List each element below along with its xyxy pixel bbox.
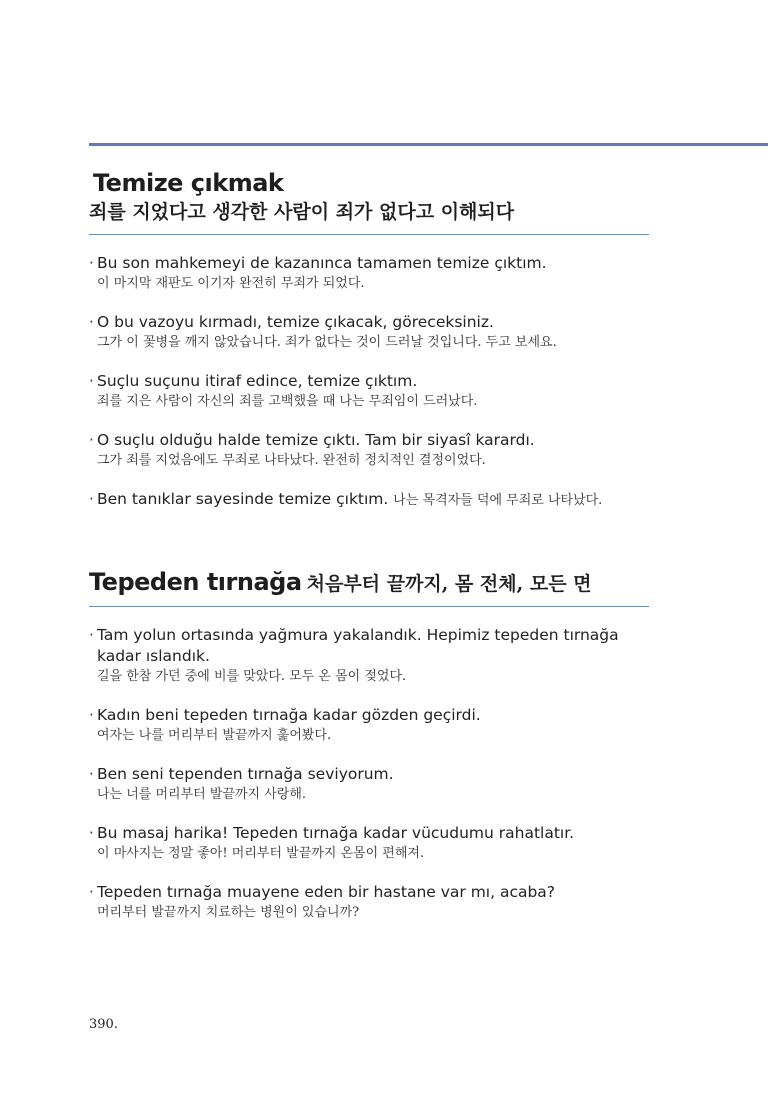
example-item xyxy=(89,882,649,922)
turkish-sentence: Bu masaj harika! Tepeden tırnağa kadar vücudumu rahatlatır. xyxy=(97,824,575,842)
page-number: 390. xyxy=(89,1017,118,1032)
example-item xyxy=(89,489,649,511)
example-item xyxy=(89,764,649,804)
turkish-sentence: Tepeden tırnağa muayene eden bir hastane var mı, acaba? xyxy=(97,883,556,901)
turkish-sentence: Kadın beni tepeden tırnağa kadar gözden geçirdi. xyxy=(97,706,481,724)
bullet: · xyxy=(89,490,94,508)
example-item xyxy=(89,312,649,352)
example-item xyxy=(89,625,649,686)
bullet: · xyxy=(89,706,94,724)
korean-translation: 여자는 나를 머리부터 발끝까지 훑어봤다. xyxy=(97,728,332,743)
turkish-sentence: Ben tanıklar sayesinde temize çıktım. xyxy=(97,490,389,508)
turkish-sentence: O bu vazoyu kırmadı, temize çıkacak, göreceksiniz. xyxy=(97,313,494,331)
bullet: · xyxy=(89,372,94,390)
korean-translation: 이 마사지는 정말 좋아! 머리부터 발끝까지 온몸이 편해져. xyxy=(97,846,425,861)
korean-translation: 그가 이 꽃병을 깨지 않았습니다. 죄가 없다는 것이 드러날 것입니다. 두고 보세요. xyxy=(97,335,557,350)
example-line-inline xyxy=(97,489,649,511)
section-temize-cikmak xyxy=(89,168,649,530)
section-title: Tepeden tırnağa xyxy=(89,568,302,596)
bullet: · xyxy=(89,765,94,783)
turkish-sentence: Tam yolun ortasında yağmura yakalandık. Hepimiz tepeden tırnağa kadar ıslandık. xyxy=(97,626,619,665)
korean-translation: 나는 목격자들 덕에 무죄로 나타났다. xyxy=(393,493,603,508)
turkish-sentence: O suçlu olduğu halde temize çıktı. Tam bir siyasî karardı. xyxy=(97,431,535,449)
section-divider xyxy=(89,606,649,607)
section-tepeden-tirnaga xyxy=(89,567,649,941)
example-item xyxy=(89,823,649,863)
example-item xyxy=(89,253,649,293)
section-divider xyxy=(89,234,649,235)
bullet: · xyxy=(89,883,94,901)
bullet: · xyxy=(89,626,94,644)
example-item xyxy=(89,371,649,411)
example-item xyxy=(89,430,649,470)
top-rule xyxy=(89,143,768,146)
korean-translation: 이 마지막 재판도 이기자 완전히 무죄가 되었다. xyxy=(97,276,365,291)
section-heading xyxy=(89,567,649,598)
korean-translation: 나는 너를 머리부터 발끝까지 사랑해. xyxy=(97,787,307,802)
korean-translation: 죄를 지은 사람이 자신의 죄를 고백했을 때 나는 무죄임이 드러났다. xyxy=(97,394,478,409)
bullet: · xyxy=(89,431,94,449)
korean-translation: 머리부터 발끝까지 치료하는 병원이 있습니까? xyxy=(97,905,360,920)
section-subtitle: 처음부터 끝까지, 몸 전체, 모든 면 xyxy=(306,573,592,595)
example-list xyxy=(89,625,649,922)
bullet: · xyxy=(89,824,94,842)
korean-translation: 길을 한참 가던 중에 비를 맞았다. 모두 온 몸이 젖었다. xyxy=(97,669,407,684)
turkish-sentence: Bu son mahkemeyi de kazanınca tamamen temize çıktım. xyxy=(97,254,547,272)
example-list xyxy=(89,253,649,511)
turkish-sentence: Suçlu suçunu itiraf edince, temize çıktım. xyxy=(97,372,418,390)
example-item xyxy=(89,705,649,745)
korean-translation: 그가 죄를 지었음에도 무죄로 나타났다. 완전히 정치적인 결정이었다. xyxy=(97,453,486,468)
section-subtitle: 죄를 지었다고 생각한 사람이 죄가 없다고 이해되다 xyxy=(89,201,515,223)
bullet: · xyxy=(89,313,94,331)
turkish-sentence: Ben seni tependen tırnağa seviyorum. xyxy=(97,765,394,783)
section-title: Temize çıkmak xyxy=(93,169,284,197)
bullet: · xyxy=(89,254,94,272)
